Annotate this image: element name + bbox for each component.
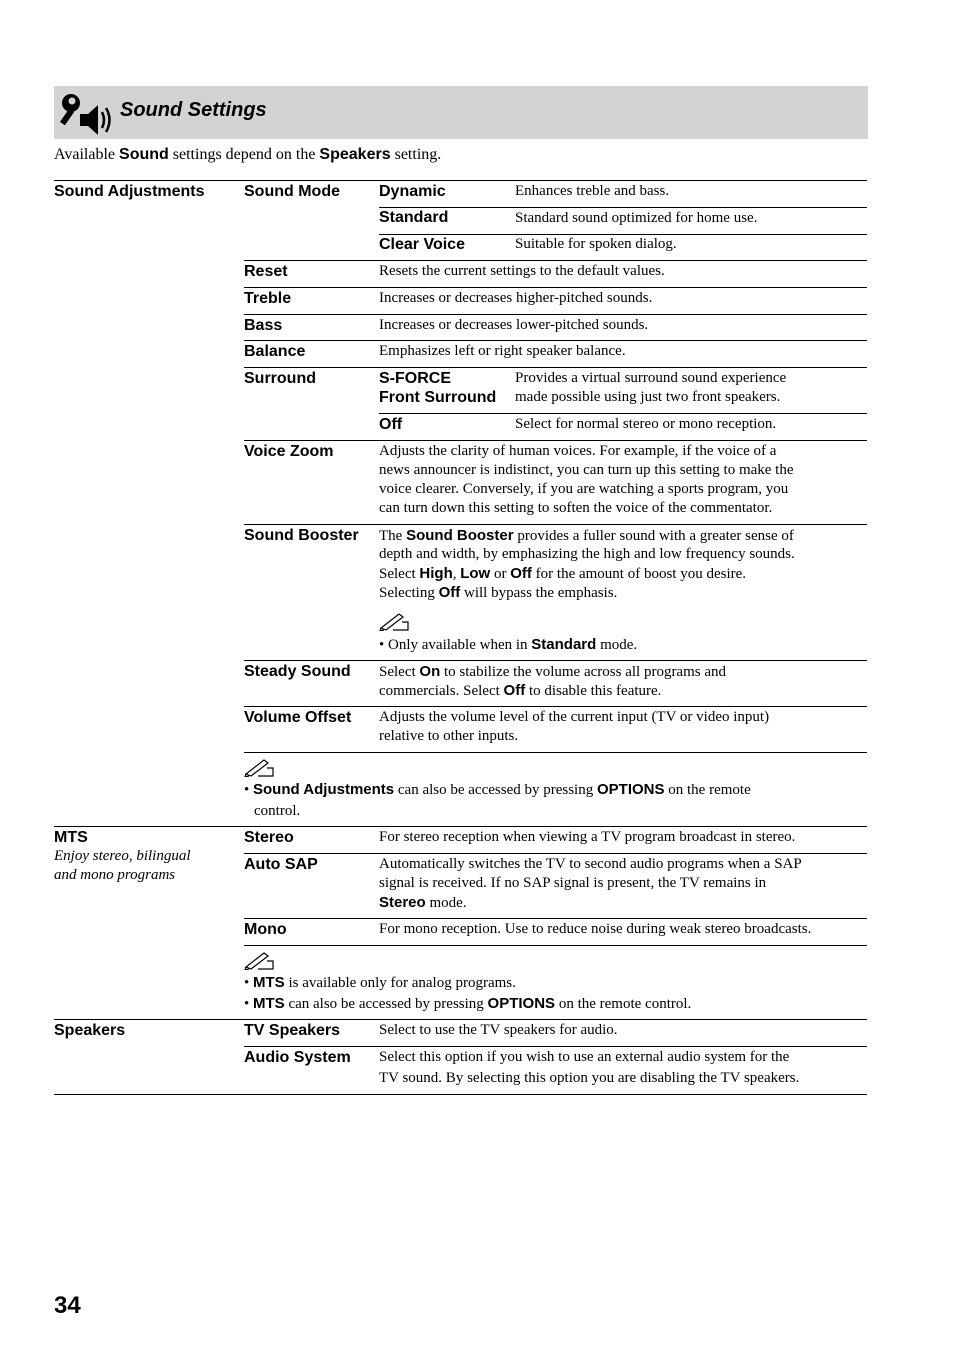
option-desc: Suitable for spoken dialog. [515, 236, 677, 252]
section-sound-adjustments: Sound Adjustments [54, 183, 205, 200]
item-voice-zoom: Voice Zoom [244, 443, 334, 460]
note-text: control. [254, 803, 301, 819]
option-sforce: S-FORCE [379, 370, 451, 387]
row-divider [54, 180, 867, 181]
option-standard: Standard [379, 209, 449, 226]
item-desc: TV sound. By selecting this option you are disabling the TV speakers. [379, 1070, 800, 1086]
section-speakers: Speakers [54, 1022, 126, 1039]
item-desc: Select High, Low or Off for the amount of boost you desire. [379, 565, 747, 582]
option-off: Off [379, 416, 403, 433]
item-desc: Emphasizes left or right speaker balance. [379, 343, 626, 359]
note-text: • MTS is available only for analog programs. [244, 974, 516, 991]
option-desc: Select for normal stereo or mono reception. [515, 416, 777, 432]
wrench-speaker-icon [58, 92, 116, 136]
item-desc: Resets the current settings to the default values. [379, 263, 665, 279]
row-divider [54, 1019, 867, 1020]
row-divider [54, 826, 867, 827]
item-reset: Reset [244, 263, 288, 280]
row-divider [54, 1094, 867, 1095]
row-divider [244, 853, 867, 854]
row-divider [379, 413, 867, 414]
item-desc: Adjusts the clarity of human voices. For example, if the voice of a [379, 443, 777, 459]
item-volume-offset: Volume Offset [244, 709, 352, 726]
item-desc: Select this option if you wish to use an external audio system for the [379, 1049, 790, 1065]
note-pencil-icon [379, 611, 409, 631]
item-desc: signal is received. If no SAP signal is present, the TV remains in [379, 875, 767, 891]
item-desc: Stereo mode. [379, 894, 467, 911]
item-balance: Balance [244, 343, 306, 360]
item-desc: news announcer is indistinct, you can turn up this setting to make the [379, 462, 794, 478]
row-divider [244, 314, 867, 315]
item-steady-sound: Steady Sound [244, 663, 351, 680]
page-title: Sound Settings [120, 99, 267, 121]
item-desc: Select to use the TV speakers for audio. [379, 1022, 618, 1038]
item-desc: can turn down this setting to soften the voice of the commentator. [379, 500, 773, 516]
row-divider [244, 706, 867, 707]
item-desc: depth and width, by emphasizing the high and low frequency sounds. [379, 546, 795, 562]
item-desc: Adjusts the volume level of the current input (TV or video input) [379, 709, 770, 725]
item-desc: Automatically switches the TV to second audio programs when a SAP [379, 856, 802, 872]
item-auto-sap: Auto SAP [244, 856, 318, 873]
row-divider [244, 340, 867, 341]
option-clear-voice: Clear Voice [379, 236, 465, 253]
row-divider [244, 660, 867, 661]
intro-text: Available Sound settings depend on the Speakers setting. [54, 146, 442, 163]
note-text: • MTS can also be accessed by pressing OPTIONS on the remote control. [244, 995, 692, 1012]
item-desc: relative to other inputs. [379, 728, 519, 744]
item-desc: Increases or decreases lower-pitched sounds. [379, 317, 649, 333]
row-divider [244, 945, 867, 946]
item-stereo: Stereo [244, 829, 294, 846]
note-pencil-icon [244, 950, 274, 970]
section-header [54, 86, 868, 139]
item-tv-speakers: TV Speakers [244, 1022, 341, 1039]
row-divider [244, 1046, 867, 1047]
page-number: 34 [54, 1292, 81, 1319]
item-desc: For stereo reception when viewing a TV program broadcast in stereo. [379, 829, 796, 845]
item-sound-booster: Sound Booster [244, 527, 359, 544]
item-treble: Treble [244, 290, 292, 307]
row-divider [244, 260, 867, 261]
section-mts: MTS [54, 829, 88, 846]
item-desc: Selecting Off will bypass the emphasis. [379, 584, 618, 601]
item-audio-system: Audio System [244, 1049, 351, 1066]
item-desc: For mono reception. Use to reduce noise during weak stereo broadcasts. [379, 921, 812, 937]
item-surround: Surround [244, 370, 316, 387]
row-divider [244, 752, 867, 753]
option-desc: Provides a virtual surround sound experience [515, 370, 787, 386]
option-sforce: Front Surround [379, 389, 497, 406]
option-desc: made possible using just two front speakers. [515, 389, 781, 405]
row-divider [244, 367, 867, 368]
item-mono: Mono [244, 921, 287, 938]
item-desc: commercials. Select Off to disable this feature. [379, 682, 662, 699]
item-desc: The Sound Booster provides a fuller sound with a greater sense of [379, 527, 794, 544]
row-divider [244, 524, 867, 525]
item-sound-mode: Sound Mode [244, 183, 340, 200]
option-desc: Enhances treble and bass. [515, 183, 670, 199]
item-bass: Bass [244, 317, 283, 334]
mts-subtitle: Enjoy stereo, bilingual [54, 848, 191, 864]
note-text: • Sound Adjustments can also be accessed by pressing OPTIONS on the remote [244, 781, 751, 798]
item-desc: Select On to stabilize the volume across all programs and [379, 663, 727, 680]
item-desc: voice clearer. Conversely, if you are watching a sports program, you [379, 481, 789, 497]
row-divider [244, 918, 867, 919]
note-pencil-icon [244, 757, 274, 777]
mts-subtitle: and mono programs [54, 867, 176, 883]
option-desc: Standard sound optimized for home use. [515, 210, 758, 226]
note-text: • Only available when in Standard mode. [379, 636, 638, 653]
item-desc: Increases or decreases higher-pitched sounds. [379, 290, 653, 306]
row-divider [379, 207, 867, 208]
row-divider [244, 287, 867, 288]
option-dynamic: Dynamic [379, 183, 446, 200]
row-divider [244, 440, 867, 441]
